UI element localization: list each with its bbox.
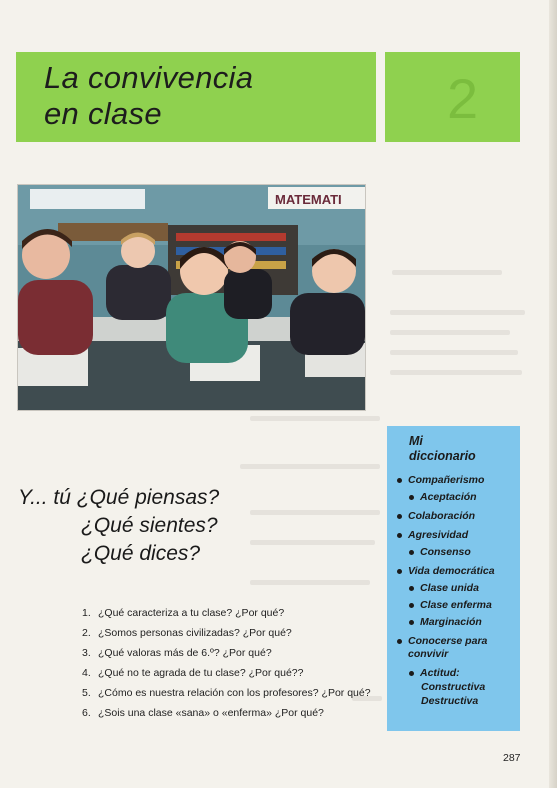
classroom-photo-illustration	[18, 185, 365, 410]
dictionary-subterm	[397, 616, 514, 629]
bleed-through-line	[250, 510, 380, 515]
term-label: Consenso	[420, 546, 471, 558]
chapter-number-box	[385, 52, 520, 142]
bullet-icon	[409, 620, 414, 625]
bullet-icon	[409, 550, 414, 555]
list-item	[82, 626, 382, 640]
question-text: ¿Qué caracteriza a tu clase? ¿Por qué?	[98, 607, 285, 619]
bleed-through-line	[390, 310, 525, 315]
bleed-through-line	[390, 350, 518, 355]
bleed-through-line	[390, 370, 522, 375]
list-item	[82, 706, 382, 720]
question-text: ¿Somos personas civilizadas? ¿Por qué?	[98, 627, 292, 639]
board-text: MATEMATI	[275, 192, 342, 207]
term-label: Marginación	[420, 616, 482, 628]
dictionary-term	[397, 565, 514, 578]
dictionary-subterm-value	[397, 681, 514, 694]
dictionary-term	[397, 474, 514, 487]
bullet-icon	[397, 478, 402, 483]
dictionary-term	[397, 529, 514, 542]
question-heading	[18, 484, 219, 568]
question-number: 5.	[82, 687, 91, 699]
term-label: Compañerismo	[408, 474, 485, 486]
dictionary-subterm	[397, 667, 514, 680]
term-label: Clase enferma	[420, 599, 492, 611]
list-item	[82, 646, 382, 660]
bullet-icon	[397, 514, 402, 519]
question-number: 6.	[82, 707, 91, 719]
dictionary-subterm	[397, 491, 514, 504]
dictionary-title-line-2: diccionario	[409, 449, 476, 463]
list-item	[82, 606, 382, 620]
page-edge	[549, 0, 557, 788]
term-label: Conocerse para convivir	[408, 635, 488, 660]
term-label: Actitud:	[420, 667, 460, 679]
question-number: 2.	[82, 627, 91, 639]
question-number: 3.	[82, 647, 91, 659]
dictionary-term	[397, 635, 514, 661]
term-label: Aceptación	[420, 491, 477, 503]
term-label: Clase unida	[420, 582, 479, 594]
dictionary-subterm	[397, 582, 514, 595]
question-heading-line-2: ¿Qué sientes?	[81, 514, 218, 537]
dictionary-title	[409, 434, 514, 464]
bullet-icon	[397, 533, 402, 538]
bleed-through-line	[390, 330, 510, 335]
chapter-title-box	[16, 52, 376, 142]
bullet-icon	[397, 569, 402, 574]
bullet-icon	[397, 639, 402, 644]
questions-list	[82, 606, 382, 726]
question-text: ¿Cómo es nuestra relación con los profesores? ¿Por qué?	[98, 687, 371, 699]
question-heading-line-3: ¿Qué dices?	[81, 542, 201, 565]
chapter-title-line-1: La convivencia	[44, 60, 254, 95]
bullet-icon	[409, 603, 414, 608]
bullet-icon	[409, 671, 414, 676]
chapter-title-line-2: en clase	[44, 96, 162, 131]
bleed-through-line	[392, 270, 502, 275]
term-label: Agresividad	[408, 529, 469, 541]
bleed-through-line	[240, 464, 380, 469]
dictionary-term	[397, 510, 514, 523]
list-item	[82, 666, 382, 680]
question-text: ¿Qué valoras más de 6.º? ¿Por qué?	[98, 647, 272, 659]
page-number: 287	[503, 752, 521, 764]
list-item	[82, 686, 382, 700]
bleed-through-line	[250, 580, 370, 585]
question-number: 1.	[82, 607, 91, 619]
question-number: 4.	[82, 667, 91, 679]
dictionary-subterm-value	[397, 695, 514, 708]
chapter-number: 2	[447, 67, 479, 130]
classroom-photo	[17, 184, 366, 411]
term-label: Destructiva	[421, 695, 479, 707]
question-heading-line-1: Y... tú ¿Qué piensas?	[18, 486, 220, 509]
term-label: Constructiva	[421, 681, 486, 693]
bleed-through-line	[250, 416, 380, 421]
question-text: ¿Qué no te agrada de tu clase? ¿Por qué??	[98, 667, 304, 679]
term-label: Colaboración	[408, 510, 476, 522]
bullet-icon	[409, 586, 414, 591]
dictionary-subterm	[397, 599, 514, 612]
bleed-through-line	[250, 540, 375, 545]
dictionary-title-line-1: Mi	[409, 434, 423, 448]
dictionary-subterm	[397, 546, 514, 559]
dictionary-box	[387, 426, 520, 731]
bullet-icon	[409, 495, 414, 500]
question-text: ¿Sois una clase «sana» o «enferma» ¿Por qué?	[98, 707, 324, 719]
term-label: Vida democrática	[408, 565, 495, 577]
